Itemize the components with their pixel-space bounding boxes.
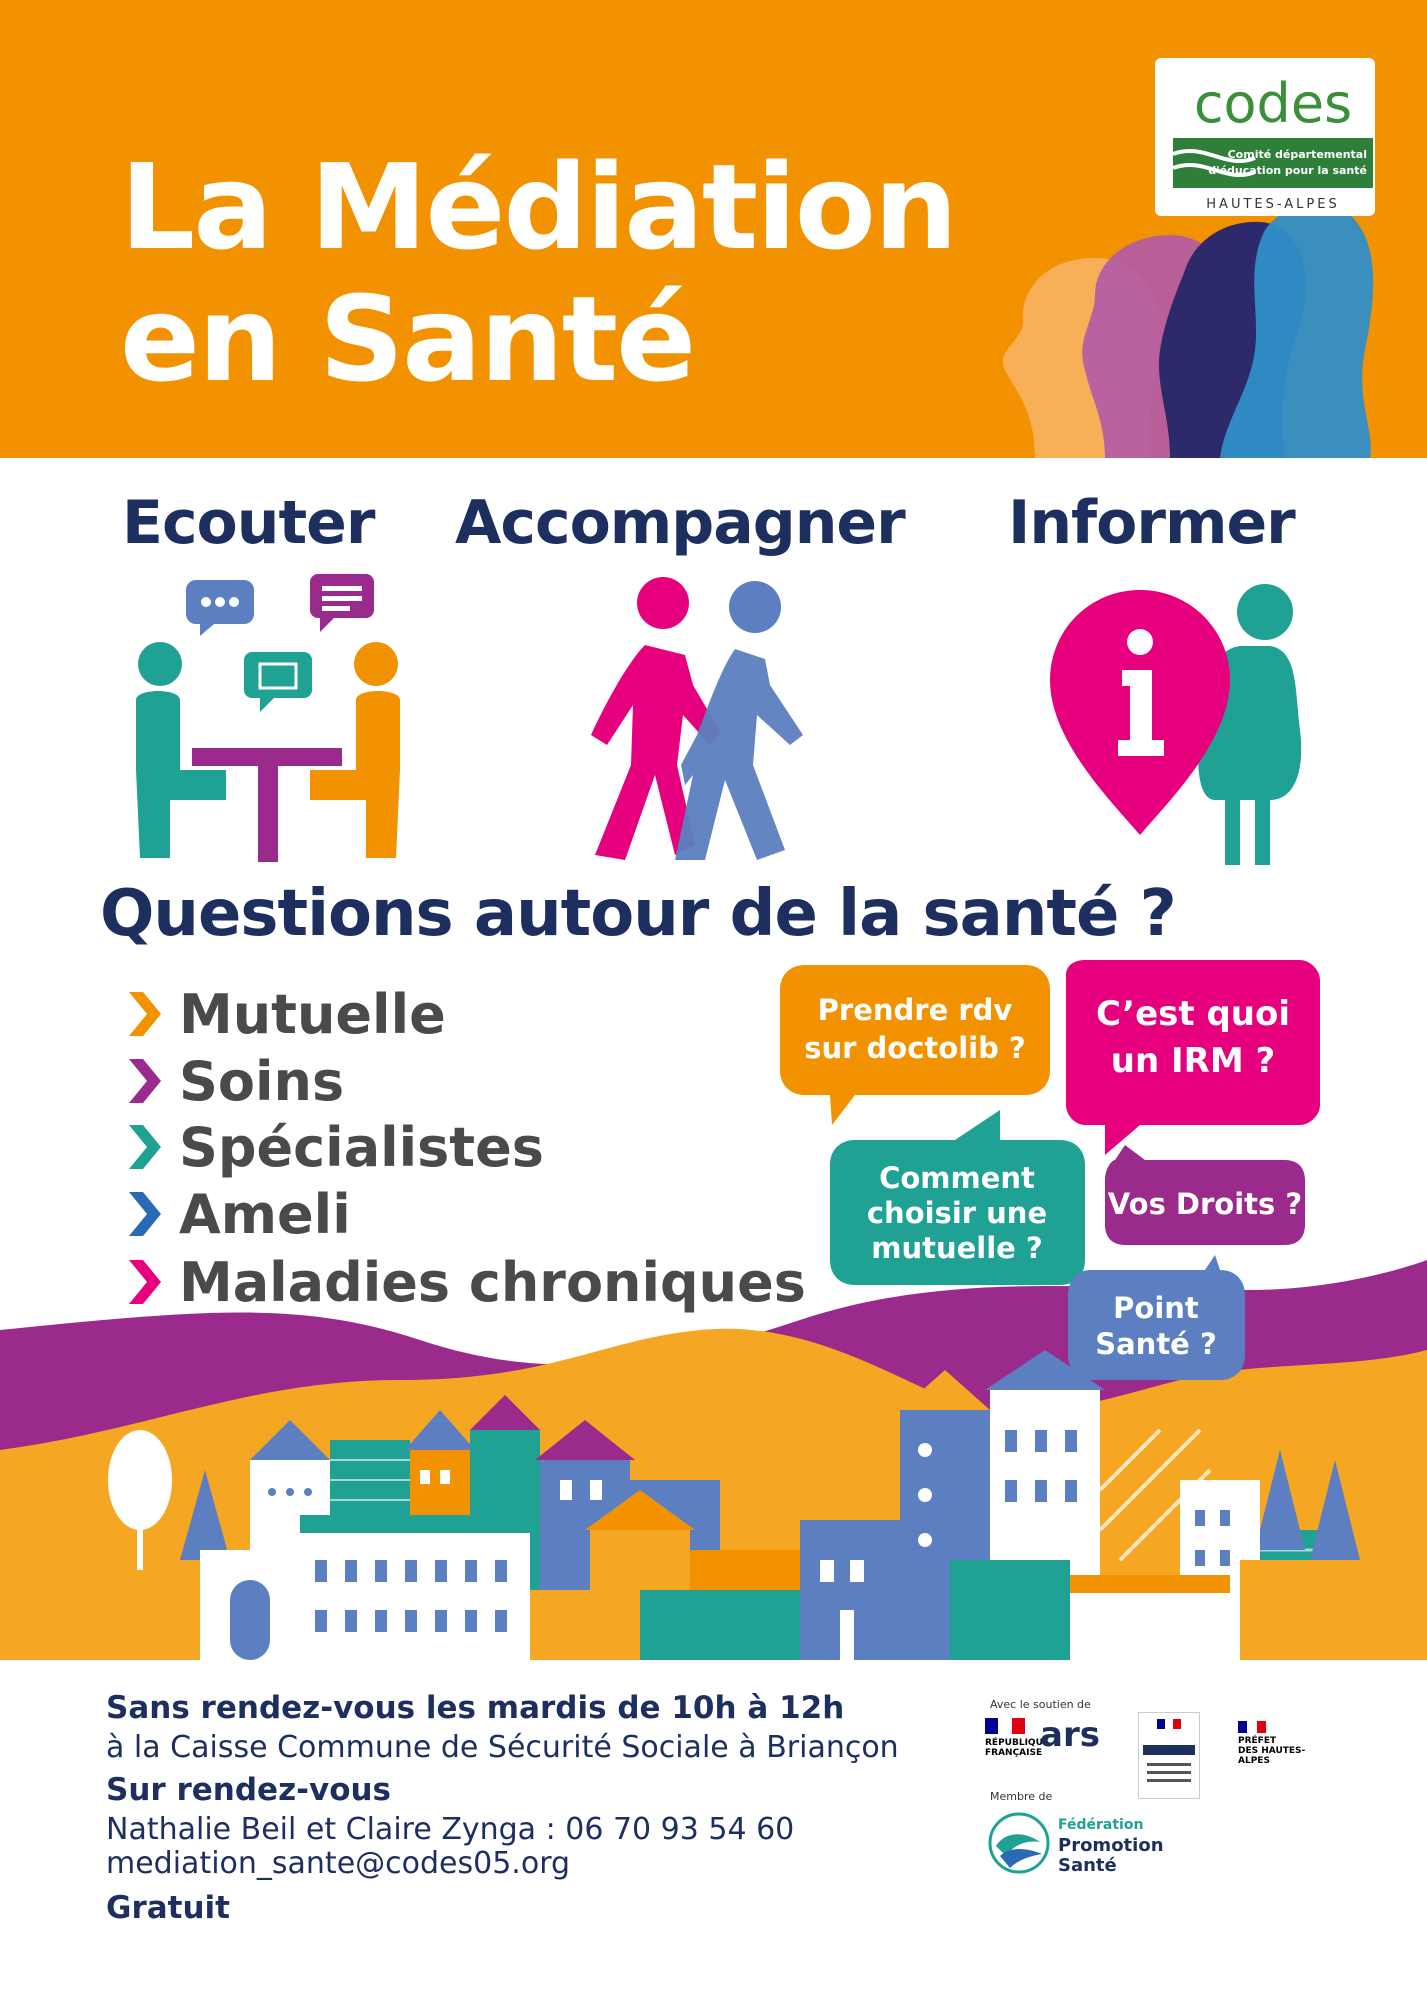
questions-title: Questions autour de la santé ? (100, 877, 1176, 951)
meeting-icon (130, 570, 410, 870)
topic-soins (125, 1051, 344, 1111)
pillar-informer: Informer (1008, 488, 1295, 558)
bubble-point-sante (1068, 1255, 1245, 1380)
ars-logo: ars (1040, 1715, 1100, 1755)
topic-label: Soins (179, 1049, 345, 1113)
svg-text:mutuelle ?: mutuelle ? (871, 1231, 1043, 1265)
walking-people-icon (585, 575, 825, 865)
pillar-accompagner: Accompagner (455, 488, 905, 558)
topic-mutuelle (125, 984, 446, 1044)
bubble-irm (1066, 960, 1320, 1155)
topic-label: Ameli (179, 1182, 351, 1246)
svg-text:choisir une: choisir une (866, 1196, 1048, 1230)
chevron-right-icon (125, 1055, 165, 1107)
support-label: Avec le soutien de (990, 1698, 1091, 1711)
bubble-droits (1105, 1145, 1305, 1245)
mildeca-logo (1138, 1712, 1200, 1799)
codes-logo-subtitle-1: Comité départemental (1227, 148, 1367, 161)
svg-text:Vos Droits ?: Vos Droits ? (1107, 1187, 1303, 1221)
topic-specialistes (125, 1117, 544, 1177)
head-silhouettes-illustration (995, 200, 1395, 458)
codes-logo-name: codes (1193, 72, 1353, 135)
info-sur-rdv: Sur rendez-vous (106, 1772, 392, 1808)
bubble-doctolib (780, 965, 1050, 1125)
topic-label: Spécialistes (179, 1115, 544, 1179)
codes-logo (1155, 58, 1375, 216)
svg-text:Point: Point (1113, 1291, 1199, 1325)
topic-label: Mutuelle (179, 982, 446, 1046)
info-contact-email[interactable]: mediation_sante@codes05.org (106, 1846, 571, 1881)
info-gratuit: Gratuit (106, 1890, 230, 1926)
svg-text:sur doctolib ?: sur doctolib ? (804, 1031, 1026, 1065)
chevron-right-icon (125, 988, 165, 1040)
chevron-right-icon (125, 1121, 165, 1173)
codes-logo-region: HAUTES-ALPES (1206, 197, 1340, 212)
codes-logo-subtitle-2: d'éducation pour la santé (1208, 164, 1367, 177)
svg-text:un IRM ?: un IRM ? (1110, 1041, 1276, 1081)
svg-text:Comment: Comment (879, 1161, 1035, 1195)
info-sans-rdv: Sans rendez-vous les mardis de 10h à 12h (106, 1690, 845, 1726)
title-line-2: en Santé (120, 270, 695, 408)
svg-text:Santé ?: Santé ? (1095, 1327, 1217, 1361)
info-location: à la Caisse Commune de Sécurité Sociale à Briançon (106, 1730, 899, 1765)
pillar-ecouter: Ecouter (122, 488, 375, 558)
member-label: Membre de (990, 1790, 1053, 1803)
bubble-mutuelle (830, 1110, 1085, 1285)
title-line-1: La Médiation (120, 138, 956, 276)
federation-swirl-icon (988, 1812, 1050, 1874)
federation-promotion-sante-logo: Fédération Promotion Santé (988, 1808, 1188, 1878)
info-contact-phone[interactable]: Nathalie Beil et Claire Zynga : 06 70 93 54 60 (106, 1812, 795, 1847)
topic-label: Maladies chroniques (179, 1250, 806, 1314)
svg-text:Prendre rdv: Prendre rdv (817, 993, 1013, 1027)
speech-bubbles-group (760, 960, 1380, 1380)
prefet-hautes-alpes-logo: PRÉFET DES HAUTES- ALPES (1238, 1718, 1348, 1778)
republique-francaise-logo: RÉPUBLIQUE FRANÇAISE (985, 1718, 1085, 1778)
svg-text:C’est quoi: C’est quoi (1095, 994, 1291, 1034)
info-pin-icon (1050, 580, 1320, 870)
